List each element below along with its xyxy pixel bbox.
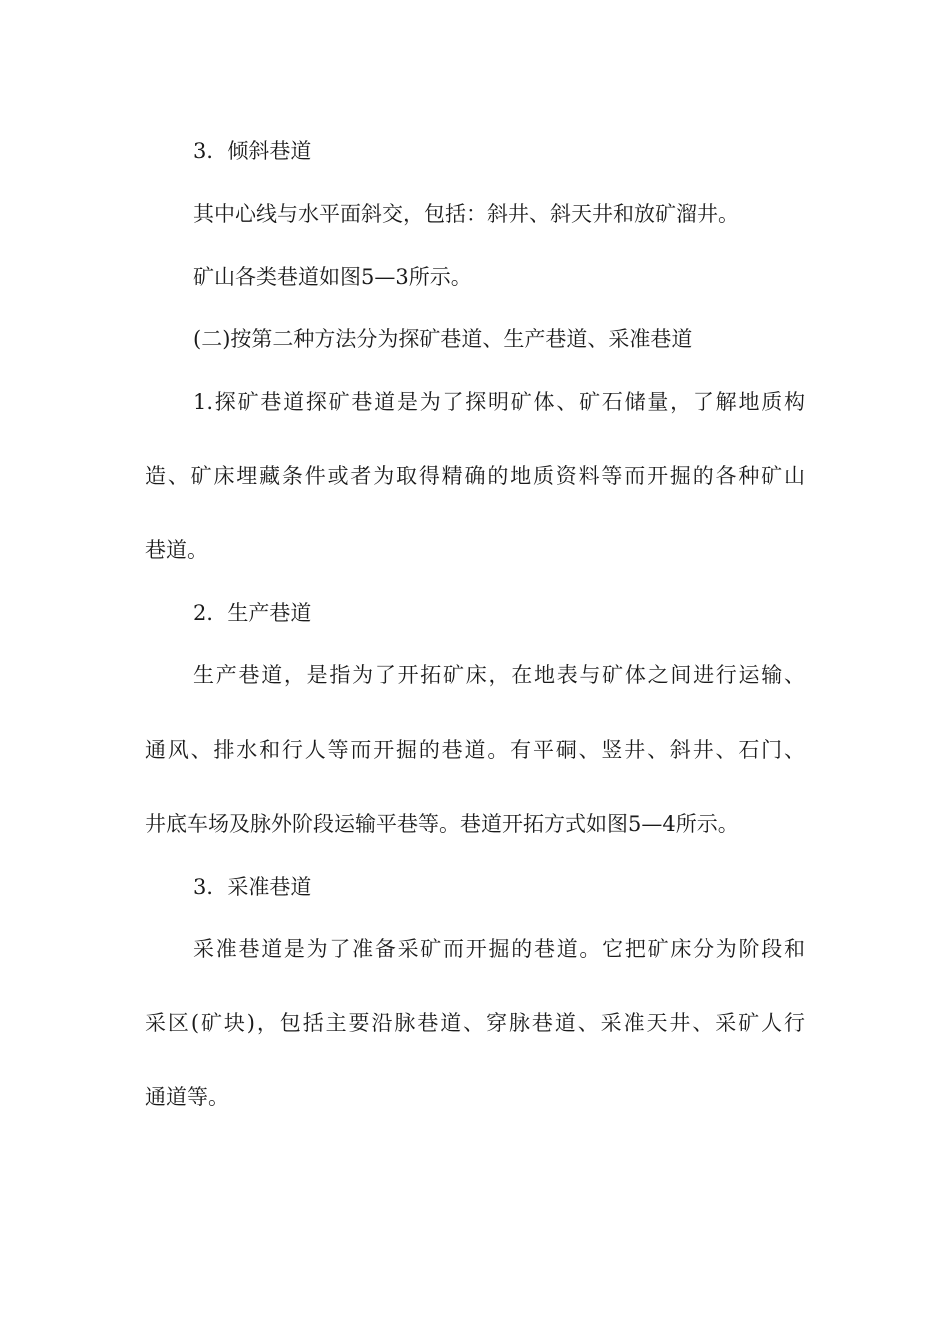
paragraph-line: 采准巷道是为了准备采矿而开掘的巷道。它把矿床分为阶段和 (193, 937, 805, 961)
heading-inclined-roadways: 3．倾斜巷道 (193, 139, 312, 163)
heading-development-roadways: 3．采准巷道 (193, 875, 312, 899)
paragraph-line: 巷道。 (145, 538, 208, 562)
section-heading-second-method: (二)按第二种方法分为探矿巷道、生产巷道、采准巷道 (193, 327, 693, 351)
paragraph-line: 生产巷道，是指为了开拓矿床，在地表与矿体之间进行运输、 (193, 663, 805, 687)
heading-production-roadways: 2．生产巷道 (193, 601, 312, 625)
paragraph-line: 通风、排水和行人等而开掘的巷道。有平硐、竖井、斜井、石门、 (145, 738, 805, 762)
paragraph-line: 其中心线与水平面斜交，包括：斜井、斜天井和放矿溜井。 (193, 202, 739, 226)
paragraph-line: 矿山各类巷道如图5—3所示。 (193, 265, 472, 289)
paragraph-line: 造、矿床埋藏条件或者为取得精确的地质资料等而开掘的各种矿山 (145, 464, 805, 488)
paragraph-line: 1.探矿巷道探矿巷道是为了探明矿体、矿石储量，了解地质构 (193, 390, 805, 414)
paragraph-line: 通道等。 (145, 1085, 229, 1109)
paragraph-line: 井底车场及脉外阶段运输平巷等。巷道开拓方式如图5—4所示。 (145, 812, 739, 836)
paragraph-line: 采区(矿块)，包括主要沿脉巷道、穿脉巷道、采准天井、采矿人行 (145, 1011, 805, 1035)
